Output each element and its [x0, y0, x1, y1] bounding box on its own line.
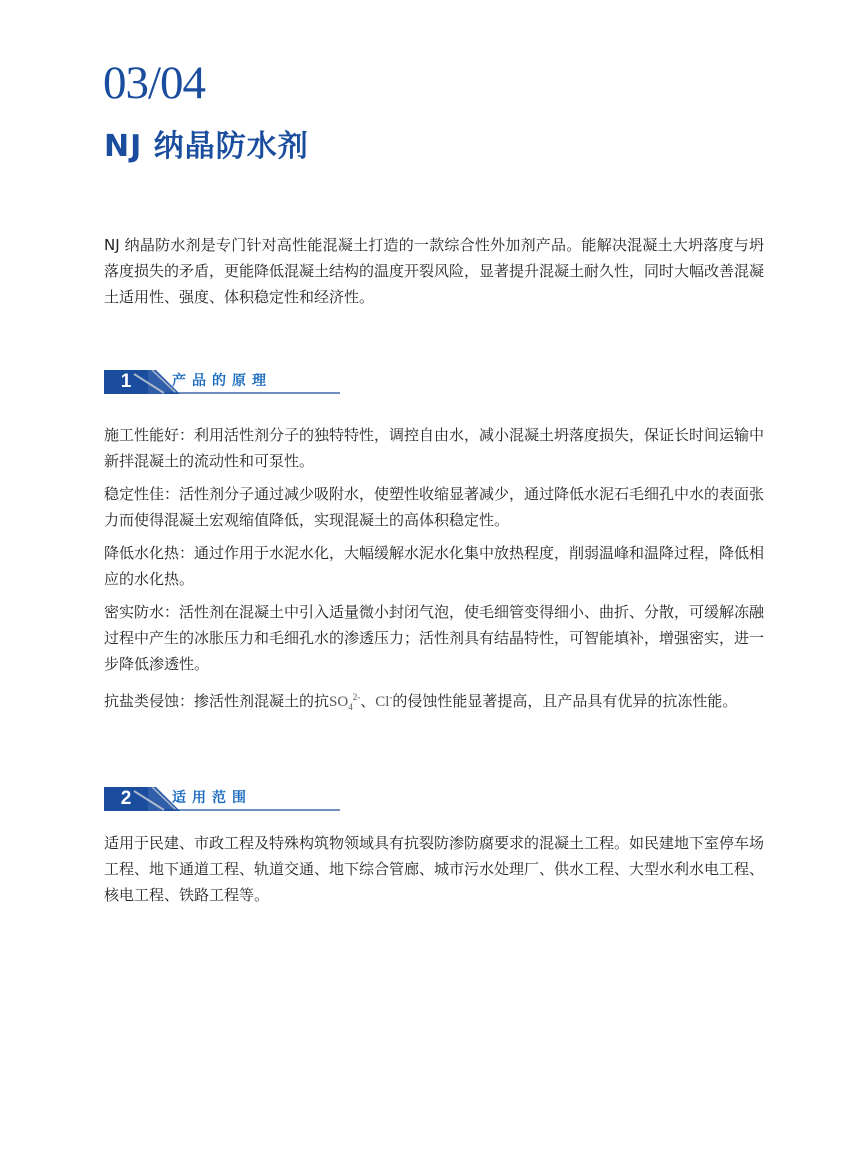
principle-hydration-heat: 降低水化热：通过作用于水泥水化，大幅缓解水泥水化集中放热程度，削弱温峰和温降过程，降低相应的水化热。 — [104, 544, 765, 588]
scope-text: 适用于民建、市政工程及特殊构筑物领域具有抗裂防渗防腐要求的混凝土工程。如民建地下室停车场工程、地下通道工程、轨道交通、地下综合管廊、城市污水处理厂、供水工程、大型水利水电工程、核电工程、铁路工程等。 — [104, 834, 765, 904]
section-body-principle — [104, 422, 764, 727]
sulfate-formula: $SO_4^{2-}$ — [329, 692, 361, 712]
section-number: 1 — [120, 371, 132, 392]
principle-stability: 稳定性佳：活性剂分子通过减少吸附水，使塑性收缩显著减少，通过降低水泥石毛细孔中水的表面张力而使得混凝土宏观缩值降低，实现混凝土的高体积稳定性。 — [104, 485, 765, 529]
salt-separator: 、 — [360, 692, 376, 710]
principle-workability: 施工性能好：利用活性剂分子的独特特性，调控自由水，减小混凝土坍落度损失，保证长时间运输中新拌混凝土的流动性和可泵性。 — [104, 426, 765, 470]
page-number: 03/04 — [103, 57, 206, 109]
intro-paragraph — [104, 232, 764, 317]
salt-suffix: 的侵蚀性能显著提高，且产品具有优异的抗冻性能。 — [392, 692, 738, 710]
section-header-principle — [104, 370, 340, 394]
chloride-formula: Cl- — [375, 692, 393, 710]
page-title: NJ 纳晶防水剂 — [104, 129, 309, 164]
section-label: 产品的原理 — [172, 373, 272, 389]
intro-text: NJ 纳晶防水剂是专门针对高性能混凝土打造的一款综合性外加剂产品。能解决混凝土大坍落度与坍落度损失的矛盾，更能降低混凝土结构的温度开裂风险，显著提升混凝土耐久性，同时大幅改善混凝土适用性、强度、体积稳定性和经济性。 — [104, 236, 765, 306]
section-number: 2 — [120, 788, 132, 809]
section-label: 适用范围 — [172, 790, 252, 806]
principle-waterproof: 密实防水：活性剂在混凝土中引入适量微小封闭气泡，使毛细管变得细小、曲折、分散，可缓解冻融过程中产生的冰胀压力和毛细孔水的渗透压力；活性剂具有结晶特性，可智能填补，增强密实，进一步降低渗透性。 — [104, 603, 765, 673]
section-body-scope — [104, 830, 764, 915]
section-header-scope — [104, 787, 340, 811]
principle-salt-resistance — [104, 684, 764, 720]
salt-prefix: 抗盐类侵蚀：掺活性剂混凝土的抗 — [104, 692, 330, 710]
